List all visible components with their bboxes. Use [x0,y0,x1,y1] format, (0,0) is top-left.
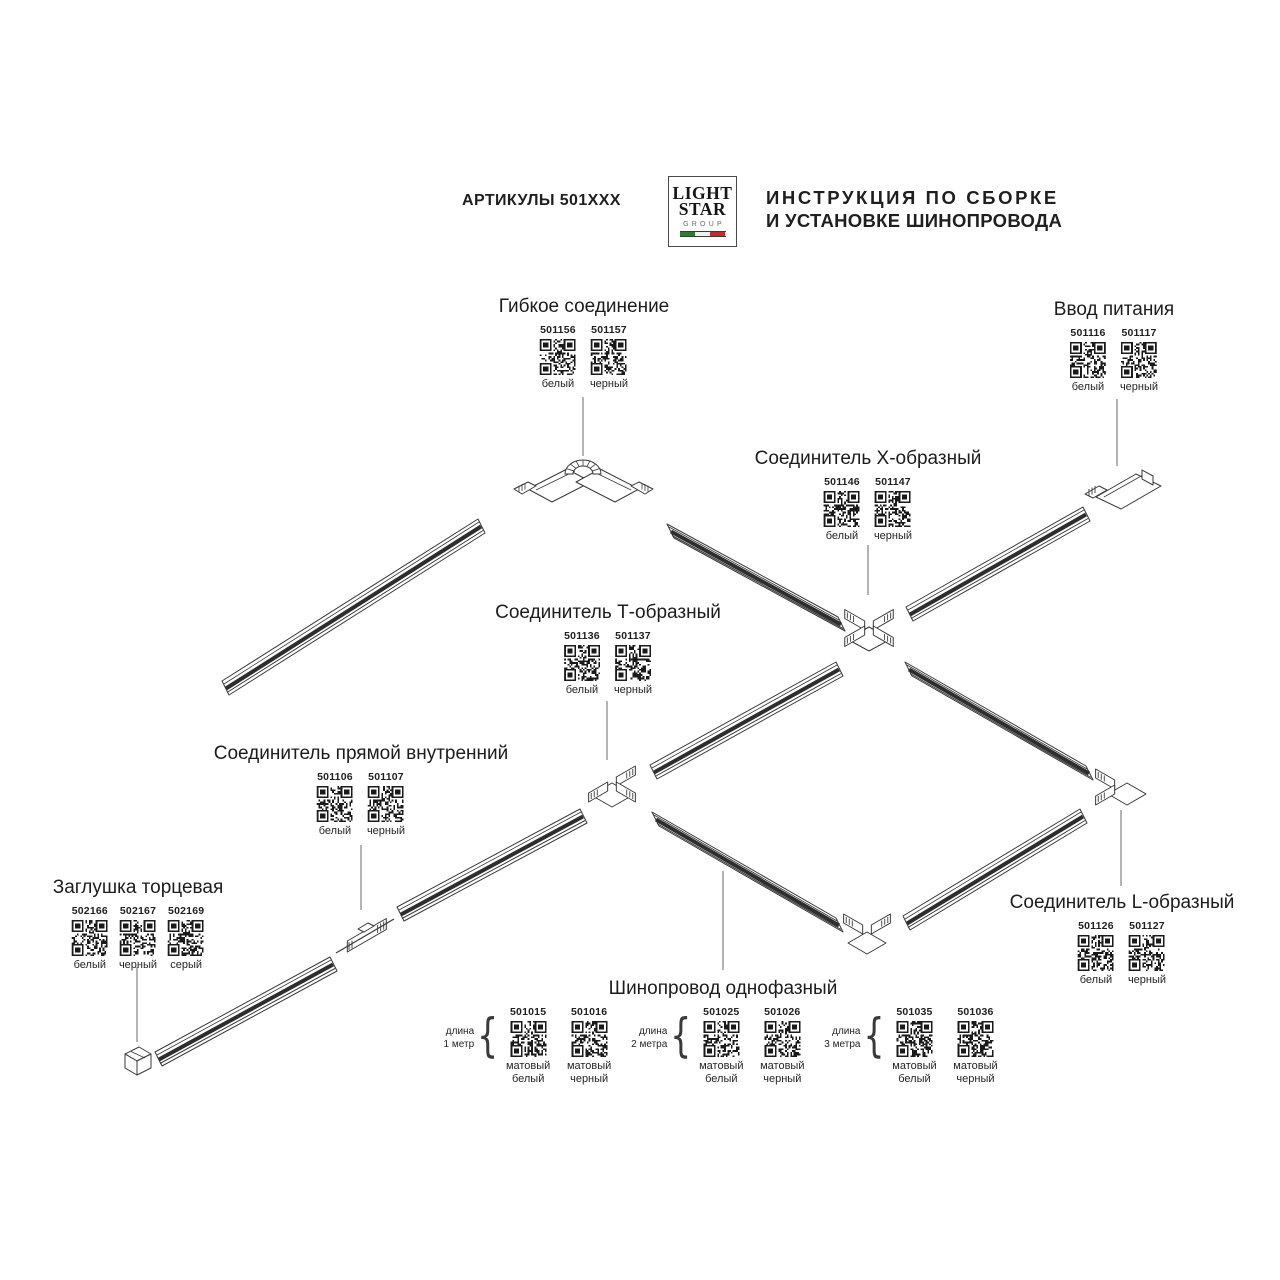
section-title: Соединитель прямой внутренний [213,743,509,764]
qr-code [368,786,404,822]
track-length-group [444,1006,617,1085]
section-end-cap [53,877,224,972]
article-number: 501136 [564,630,600,642]
qr-code [1129,935,1165,971]
section-title: Гибкое соединение [498,296,670,317]
qr-item [72,905,108,972]
qr-item [1078,920,1114,987]
length-brace: { [670,1008,692,1063]
color-label: матовый белый [505,1060,551,1085]
logo-word-light: LIGHT [672,183,733,204]
section-title: Шинопровод однофазный [608,978,838,999]
color-label: белый [318,825,352,837]
length-label: длина 1 метр [443,1026,475,1050]
color-label: черный [118,959,158,971]
color-label: белый [541,378,575,390]
qr-item [887,1006,941,1085]
lightstar-logo [668,176,737,247]
color-label: черный [873,530,913,542]
article-number: 501016 [571,1006,608,1018]
qr-code [615,645,651,681]
qr-item [948,1006,1002,1085]
qr-code [168,920,204,956]
qr-item [614,630,652,697]
section-title: Соединитель L-образный [1009,892,1235,913]
qr-code [72,920,108,956]
logo-word-star: STAR [678,199,727,219]
article-number: 501157 [591,324,627,336]
qr-code [317,786,353,822]
qr-code [564,645,600,681]
article-number: 502169 [168,905,205,917]
section-l-connector [1010,892,1235,987]
section-title: Ввод питания [1053,299,1175,320]
article-number: 501026 [764,1006,801,1018]
page-title [766,186,1062,232]
color-label: белый [1079,974,1113,986]
color-label: черный [1127,974,1167,986]
section-title: Соединитель Х-образный [754,448,982,469]
article-number: 502167 [119,905,157,917]
color-label: белый [565,684,599,696]
article-number: 501127 [1129,920,1165,932]
color-label: матовый черный [760,1060,805,1085]
qr-item [540,324,576,391]
article-number: 501035 [896,1006,933,1018]
qr-item [755,1006,809,1085]
qr-item [694,1006,748,1085]
qr-code [764,1021,800,1057]
qr-code [1078,935,1114,971]
article-number: 501036 [957,1006,994,1018]
italian-flag-bar [680,231,726,237]
article-number: 502166 [71,905,108,917]
qr-item [562,1006,616,1085]
qr-code [571,1021,607,1057]
article-number: 501117 [1121,327,1157,339]
qr-item [168,905,204,972]
track-length-group [631,1006,809,1085]
length-label: длина 3 метра [824,1026,861,1050]
section-track [444,978,1003,1085]
track-length-group [824,1006,1002,1085]
color-label: черный [613,684,653,696]
qr-code [1121,342,1157,378]
article-number: 501106 [317,771,353,783]
article-number: 501137 [615,630,651,642]
color-label: белый [73,959,107,971]
qr-code [510,1021,546,1057]
section-t-connector [495,602,721,697]
article-number: 501107 [368,771,404,783]
section-title: Соединитель Т-образный [495,602,721,623]
color-label: матовый черный [566,1060,612,1085]
logo-word-group: GROUP [683,220,725,228]
qr-code [896,1021,932,1057]
qr-code [540,339,576,375]
qr-code [591,339,627,375]
section-flexible-connector [499,296,670,391]
color-label: белый [1071,381,1105,393]
qr-item [367,771,405,838]
articles-label: АРТИКУЛЫ 501ХХХ [462,192,621,209]
qr-item [1128,920,1166,987]
qr-code [957,1021,993,1057]
qr-code [875,491,911,527]
article-number: 501147 [875,476,911,488]
qr-item [1070,327,1106,394]
section-power-feed [1054,299,1174,394]
qr-code [824,491,860,527]
color-label: черный [589,378,629,390]
color-label: серый [170,959,203,971]
article-number: 501025 [703,1006,740,1018]
length-brace: { [477,1008,499,1063]
qr-item [564,630,600,697]
qr-code [1070,342,1106,378]
length-label: длина 2 метра [631,1026,668,1050]
qr-code [703,1021,739,1057]
color-label: матовый белый [892,1060,937,1085]
color-label: белый [825,530,859,542]
section-title: Заглушка торцевая [52,877,224,898]
qr-item [1120,327,1158,394]
qr-item [874,476,912,543]
section-x-connector [755,448,982,543]
article-number: 501116 [1070,327,1106,339]
page-title-line1: ИНСТРУКЦИЯ ПО СБОРКЕ [766,187,1059,208]
length-brace: { [863,1008,885,1063]
color-label: черный [366,825,406,837]
article-number: 501015 [510,1006,547,1018]
qr-item [119,905,157,972]
qr-item [317,771,353,838]
section-straight-connector [214,743,509,838]
color-label: черный [1119,381,1159,393]
color-label: матовый белый [699,1060,744,1085]
page-title-line2: И УСТАНОВКЕ ШИНОПРОВОДА [766,210,1063,232]
qr-code [120,920,156,956]
article-number: 501126 [1078,920,1114,932]
article-number: 501156 [540,324,576,336]
qr-item [824,476,860,543]
qr-item [590,324,628,391]
article-number: 501146 [824,476,860,488]
color-label: матовый черный [953,1060,998,1085]
qr-item [501,1006,555,1085]
